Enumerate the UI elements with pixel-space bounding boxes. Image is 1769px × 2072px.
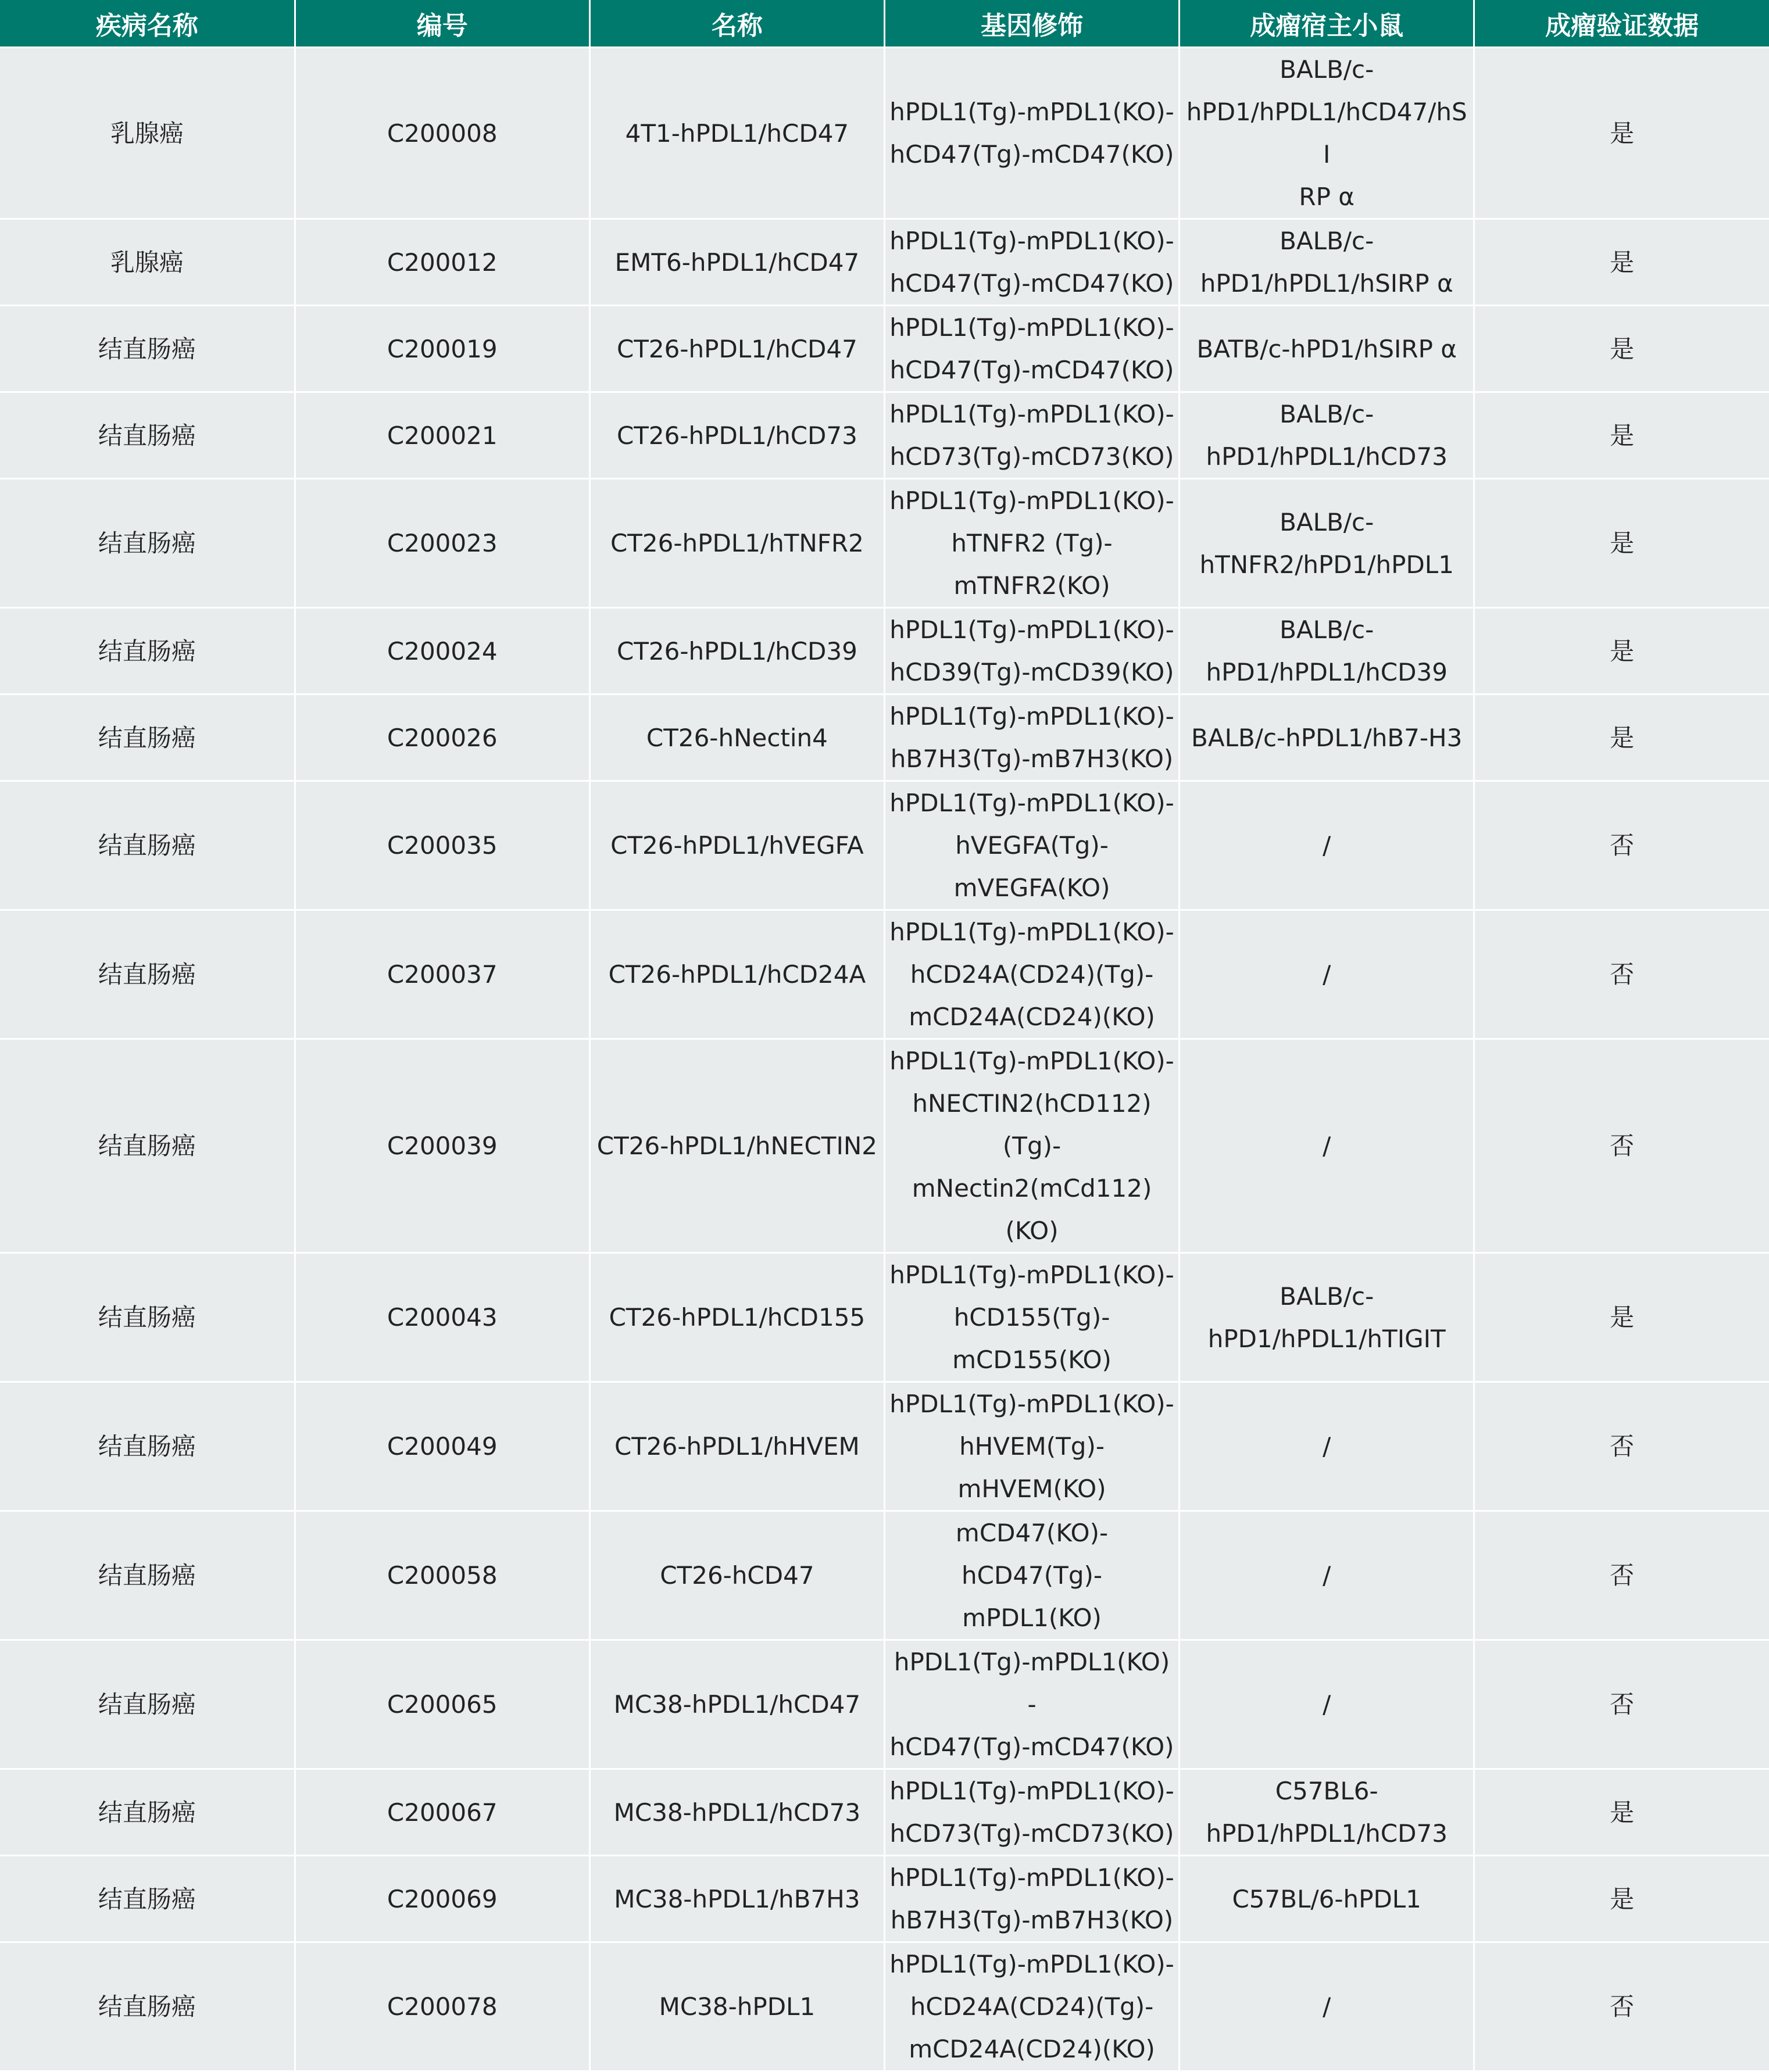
table-row — [0, 910, 1769, 1039]
table-row — [0, 48, 1769, 219]
cell-disease: 结直肠癌 — [0, 306, 295, 392]
cell-id: C200065 — [295, 1640, 589, 1769]
cell-disease: 结直肠癌 — [0, 1253, 295, 1382]
cell-name: CT26-hPDL1/hCD73 — [589, 392, 884, 479]
cell-id: C200067 — [295, 1769, 589, 1856]
cell-id: C200008 — [295, 48, 589, 219]
cell-id: C200035 — [295, 781, 589, 910]
cell-host: BALB/c- hPD1/hPDL1/hCD39 — [1180, 608, 1474, 695]
cell-verified: 是 — [1474, 479, 1769, 608]
table-row — [0, 1640, 1769, 1769]
cell-modification: hPDL1(Tg)-mPDL1(KO)- hCD47(Tg)-mCD47(KO) — [884, 219, 1179, 306]
cell-disease: 结直肠癌 — [0, 1769, 295, 1856]
cell-disease: 结直肠癌 — [0, 695, 295, 781]
cell-verified: 是 — [1474, 392, 1769, 479]
cell-disease: 结直肠癌 — [0, 1856, 295, 1942]
table-row — [0, 1039, 1769, 1253]
cell-verified: 否 — [1474, 1511, 1769, 1640]
cell-id: C200037 — [295, 910, 589, 1039]
cell-id: C200012 — [295, 219, 589, 306]
cell-host: BALB/c- hPD1/hPDL1/hCD73 — [1180, 392, 1474, 479]
cell-name: CT26-hPDL1/hTNFR2 — [589, 479, 884, 608]
cell-disease: 结直肠癌 — [0, 1382, 295, 1511]
cell-host: / — [1180, 1640, 1474, 1769]
cell-host: BALB/c- hPD1/hPDL1/hCD47/hSI RP α — [1180, 48, 1474, 219]
table-row — [0, 1942, 1769, 2071]
table-row — [0, 1511, 1769, 1640]
cell-host: BALB/c- hTNFR2/hPD1/hPDL1 — [1180, 479, 1474, 608]
cell-host: C57BL/6-hPDL1 — [1180, 1856, 1474, 1942]
cell-name: CT26-hPDL1/hNECTIN2 — [589, 1039, 884, 1253]
cell-disease: 结直肠癌 — [0, 608, 295, 695]
cell-modification: hPDL1(Tg)-mPDL1(KO)- hB7H3(Tg)-mB7H3(KO) — [884, 1856, 1179, 1942]
cell-disease: 结直肠癌 — [0, 910, 295, 1039]
cell-disease: 结直肠癌 — [0, 1640, 295, 1769]
cell-name: CT26-hPDL1/hCD155 — [589, 1253, 884, 1382]
cell-id: C200021 — [295, 392, 589, 479]
cell-verified: 否 — [1474, 910, 1769, 1039]
cell-modification: hPDL1(Tg)-mPDL1(KO)- hCD47(Tg)-mCD47(KO) — [884, 48, 1179, 219]
cell-modification: hPDL1(Tg)-mPDL1(KO)- hVEGFA(Tg)- mVEGFA(KO) — [884, 781, 1179, 910]
header-verified: 成瘤验证数据 — [1474, 0, 1769, 48]
cell-name: EMT6-hPDL1/hCD47 — [589, 219, 884, 306]
cell-modification: hPDL1(Tg)-mPDL1(KO)- hCD155(Tg)- mCD155(KO) — [884, 1253, 1179, 1382]
cell-modification: hPDL1(Tg)-mPDL1(KO)- hCD47(Tg)-mCD47(KO) — [884, 306, 1179, 392]
cell-id: C200039 — [295, 1039, 589, 1253]
cell-name: CT26-hPDL1/hHVEM — [589, 1382, 884, 1511]
cell-modification: hPDL1(Tg)-mPDL1(KO)- hCD73(Tg)-mCD73(KO) — [884, 392, 1179, 479]
cell-verified: 是 — [1474, 1769, 1769, 1856]
cell-name: CT26-hNectin4 — [589, 695, 884, 781]
cell-verified: 否 — [1474, 1942, 1769, 2071]
cell-name: MC38-hPDL1/hCD47 — [589, 1640, 884, 1769]
cell-host: BALB/c-hPDL1/hB7-H3 — [1180, 695, 1474, 781]
cell-host: / — [1180, 1039, 1474, 1253]
cell-host: BALB/c- hPD1/hPDL1/hTIGIT — [1180, 1253, 1474, 1382]
cell-host: C57BL6- hPD1/hPDL1/hCD73 — [1180, 1769, 1474, 1856]
header-host: 成瘤宿主小鼠 — [1180, 0, 1474, 48]
cell-host: BALB/c- hPD1/hPDL1/hSIRP α — [1180, 219, 1474, 306]
cell-disease: 乳腺癌 — [0, 48, 295, 219]
cell-name: MC38-hPDL1/hCD73 — [589, 1769, 884, 1856]
cell-verified: 是 — [1474, 306, 1769, 392]
cell-verified: 是 — [1474, 219, 1769, 306]
cell-id: C200069 — [295, 1856, 589, 1942]
cell-modification: hPDL1(Tg)-mPDL1(KO)- hCD39(Tg)-mCD39(KO) — [884, 608, 1179, 695]
cell-id: C200024 — [295, 608, 589, 695]
cell-verified: 否 — [1474, 1382, 1769, 1511]
cell-verified: 是 — [1474, 695, 1769, 781]
cell-name: CT26-hPDL1/hVEGFA — [589, 781, 884, 910]
cell-modification: hPDL1(Tg)-mPDL1(KO)- hHVEM(Tg)-mHVEM(KO) — [884, 1382, 1179, 1511]
cell-modification: hPDL1(Tg)-mPDL1(KO) - hCD47(Tg)-mCD47(KO) — [884, 1640, 1179, 1769]
table-row — [0, 695, 1769, 781]
cell-disease: 结直肠癌 — [0, 781, 295, 910]
cell-name: MC38-hPDL1 — [589, 1942, 884, 2071]
table-row — [0, 1856, 1769, 1942]
cell-name: CT26-hPDL1/hCD47 — [589, 306, 884, 392]
cell-name: MC38-hPDL1/hB7H3 — [589, 1856, 884, 1942]
cell-name: CT26-hPDL1/hCD39 — [589, 608, 884, 695]
cell-id: C200058 — [295, 1511, 589, 1640]
cell-name: 4T1-hPDL1/hCD47 — [589, 48, 884, 219]
cell-verified: 否 — [1474, 781, 1769, 910]
cell-host: / — [1180, 781, 1474, 910]
cell-modification: hPDL1(Tg)-mPDL1(KO)- hCD24A(CD24)(Tg)- mCD24A(CD24)(KO) — [884, 910, 1179, 1039]
cell-host: / — [1180, 1382, 1474, 1511]
cell-disease: 乳腺癌 — [0, 219, 295, 306]
cell-id: C200043 — [295, 1253, 589, 1382]
cell-name: CT26-hPDL1/hCD24A — [589, 910, 884, 1039]
cell-host: BATB/c-hPD1/hSIRP α — [1180, 306, 1474, 392]
cell-name: CT26-hCD47 — [589, 1511, 884, 1640]
cell-modification: hPDL1(Tg)-mPDL1(KO)- hTNFR2 (Tg)- mTNFR2(KO) — [884, 479, 1179, 608]
cell-host: / — [1180, 1511, 1474, 1640]
table-row — [0, 479, 1769, 608]
cell-modification: hPDL1(Tg)-mPDL1(KO)- hCD73(Tg)-mCD73(KO) — [884, 1769, 1179, 1856]
cell-host: / — [1180, 910, 1474, 1039]
cell-verified: 是 — [1474, 48, 1769, 219]
cell-disease: 结直肠癌 — [0, 1942, 295, 2071]
header-disease: 疾病名称 — [0, 0, 295, 48]
table-row — [0, 1382, 1769, 1511]
cell-disease: 结直肠癌 — [0, 392, 295, 479]
cell-id: C200019 — [295, 306, 589, 392]
cell-disease: 结直肠癌 — [0, 479, 295, 608]
cell-verified: 是 — [1474, 608, 1769, 695]
cell-verified: 是 — [1474, 1253, 1769, 1382]
table-row — [0, 781, 1769, 910]
cell-disease: 结直肠癌 — [0, 1511, 295, 1640]
cell-modification: hPDL1(Tg)-mPDL1(KO)- hCD24A(CD24)(Tg)- mCD24A(CD24)(KO) — [884, 1942, 1179, 2071]
cell-verified: 是 — [1474, 1856, 1769, 1942]
table-row — [0, 219, 1769, 306]
table-row — [0, 1769, 1769, 1856]
table-row — [0, 1253, 1769, 1382]
cell-id: C200026 — [295, 695, 589, 781]
cell-verified: 否 — [1474, 1640, 1769, 1769]
cell-host: / — [1180, 1942, 1474, 2071]
cell-verified: 否 — [1474, 1039, 1769, 1253]
table-row — [0, 608, 1769, 695]
table-row — [0, 392, 1769, 479]
cell-id: C200049 — [295, 1382, 589, 1511]
cell-id: C200078 — [295, 1942, 589, 2071]
table-header-row — [0, 0, 1769, 48]
header-name: 名称 — [589, 0, 884, 48]
cell-id: C200023 — [295, 479, 589, 608]
cell-modification: mCD47(KO)-hCD47(Tg)- mPDL1(KO) — [884, 1511, 1179, 1640]
table-row — [0, 306, 1769, 392]
cell-disease: 结直肠癌 — [0, 1039, 295, 1253]
cell-modification: hPDL1(Tg)-mPDL1(KO)- hNECTIN2(hCD112)(Tg)- mNectin2(mCd112)(KO) — [884, 1039, 1179, 1253]
cell-modification: hPDL1(Tg)-mPDL1(KO)- hB7H3(Tg)-mB7H3(KO) — [884, 695, 1179, 781]
header-modification: 基因修饰 — [884, 0, 1179, 48]
header-id: 编号 — [295, 0, 589, 48]
